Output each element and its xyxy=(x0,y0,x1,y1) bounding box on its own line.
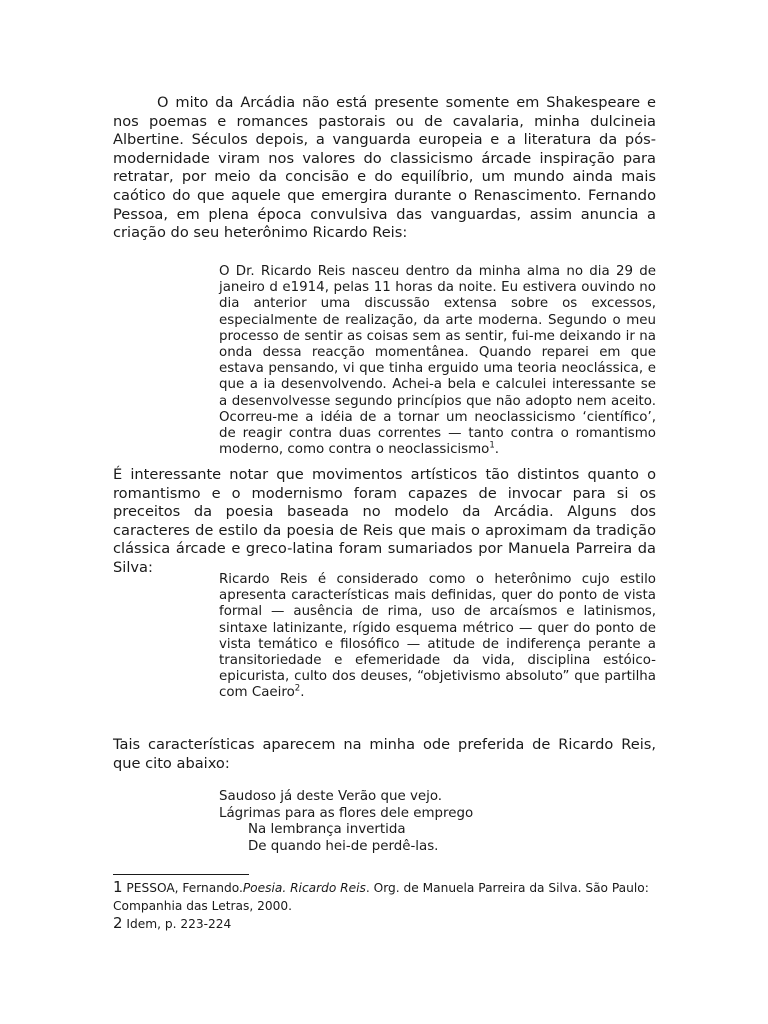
footnote-1-title: Poesia. Ricardo Reis xyxy=(242,881,366,895)
poem-line-4: De quando hei-de perdê-las. xyxy=(248,838,439,854)
block-quote-pessoa-text: O Dr. Ricardo Reis nasceu dentro da minha alma no dia 29 de janeiro d e1914, pelas 11 horas da noite. Eu estivera ouvindo no dia anterior uma discussão extensa sobre os excessos, especialmente de realização, da arte moderna. Segundo o meu processo de sentir as coisas sem as sentir, fui-me deixando ir na onda dessa reacção momentânea. Quando reparei em que estava pensando, vi que tinha erguido uma teoria neoclássica, e que a ia desenvolvendo. Achei-a bela e calculei interessante se a desenvolvesse segundo princípios que não adopto nem aceito. Ocorreu-me a idéia de a tornar um neoclassicismo ‘científico’, de reagir contra duas correntes — tanto contra o romantismo moderno, como contra o neoclassicismo xyxy=(219,264,656,458)
poem-line-1: Saudoso já deste Verão que vejo. xyxy=(219,789,443,804)
paragraph-intro: O mito da Arcádia não está presente somente em Shakespeare e nos poemas e romances pastorais ou de cavalaria, minha dulcineia Albertine. Séculos depois, a vanguarda europeia e a literatura da pós-modernidade viram nos valores do classicismo árcade inspiração para retratar, por meio da concisão e do equilíbrio, um mundo ainda mais caótico do que aquele que emergira durante o Renascimento. Fernando Pessoa, em plena época convulsiva das vanguardas, assim anuncia a criação do seu heterônimo Ricardo Reis: xyxy=(113,94,656,242)
block-quote-pessoa-end: . xyxy=(494,442,500,458)
paragraph-ode-intro: Tais características aparecem na minha ode preferida de Ricardo Reis, que cito abaixo: xyxy=(113,736,656,772)
footnote-1-number: 1 xyxy=(113,878,123,896)
footnote-1-rest: . Org. de Manuela Parreira da Silva. São Paulo: Companhia das Letras, 2000. xyxy=(113,881,649,913)
footnote-ref-2: 2 xyxy=(294,683,301,694)
block-quote-pessoa xyxy=(219,264,656,458)
poem-line-3: Na lembrança invertida xyxy=(248,822,406,838)
footnote-2-number: 2 xyxy=(113,914,123,933)
footnotes xyxy=(113,879,656,934)
footnote-separator xyxy=(113,874,249,875)
footnote-ref-1: 1 xyxy=(489,440,495,451)
footnote-1-author: PESSOA, Fernando. xyxy=(122,881,243,895)
block-quote-silva xyxy=(219,572,656,702)
block-quote-silva-text: Ricardo Reis é considerado como o heterônimo cujo estilo apresenta características mais definidas, quer do ponto de vista formal — ausência de rima, uso de arcaísmos e latinismos, sintaxe latinizante, rígido esquema métrico — quer do ponto de vista temático e filosófico — atitude de indiferença perante a transitoriedade e efemeridade da vida, disciplina estóico-epicurista, culto dos deuses, “objetivismo absoluto” que partilha com Caeiro xyxy=(219,572,656,701)
paragraph-movements: É interessante notar que movimentos artísticos tão distintos quanto o romantismo e o modernismo foram capazes de invocar para si os preceitos da poesia baseada no modelo da Arcádia. Alguns dos caracteres de estilo da poesia de Reis que mais o aproximam da tradição clássica árcade e greco-latina foram sumariados por Manuela Parreira da Silva: xyxy=(113,466,656,576)
poem-line-2: Lágrimas para as flores dele emprego xyxy=(219,805,474,821)
footnote-2-text: Idem, p. 223-224 xyxy=(122,917,232,932)
footnote-1 xyxy=(113,879,656,915)
block-quote-silva-end: . xyxy=(300,685,305,701)
footnote-2 xyxy=(113,915,656,934)
poem-stanza xyxy=(219,789,656,855)
